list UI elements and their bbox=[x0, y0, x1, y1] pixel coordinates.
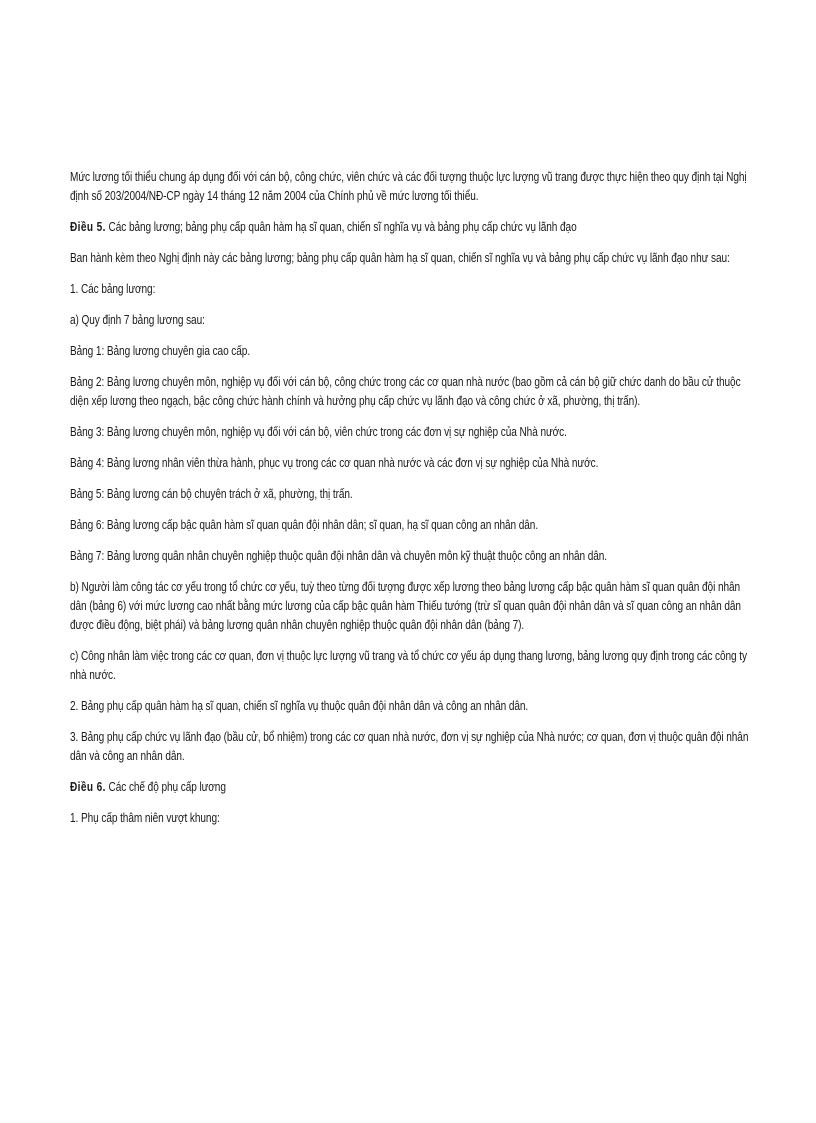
article-6-item-1: 1. Phụ cấp thâm niên vượt khung: bbox=[70, 811, 220, 825]
table-1-item: Bảng 1: Bảng lương chuyên gia cao cấp. bbox=[70, 344, 251, 358]
article-6-label: Điều 6. bbox=[70, 780, 106, 794]
table-4-item: Bảng 4: Bảng lương nhân viên thừa hành, phục vụ trong các cơ quan nhà nước và các đơn vị sự nghiệp của Nhà nước. bbox=[70, 456, 599, 470]
table-6-item: Bảng 6: Bảng lương cấp bậc quân hàm sĩ quan quân đội nhân dân; sĩ quan, hạ sĩ quan công an nhân dân. bbox=[70, 518, 539, 532]
table-5-item: Bảng 5: Bảng lương cán bộ chuyên trách ở xã, phường, thị trấn. bbox=[70, 487, 353, 501]
table-7-item: Bảng 7: Bảng lương quân nhân chuyên nghiệp thuộc quân đội nhân dân và chuyên môn kỹ thuật thuộc công an nhân dân. bbox=[70, 549, 608, 563]
item-3: 3. Bảng phụ cấp chức vụ lãnh đạo (bầu cử, bổ nhiệm) trong các cơ quan nhà nước, đơn vị sự nghiệp của Nhà nước; cơ quan, đơn vị thuộc quân đội nhân dân và công an nhân dân. bbox=[70, 730, 749, 763]
item-1a: a) Quy định 7 bảng lương sau: bbox=[70, 313, 205, 327]
article-5-title: Các bảng lương; bảng phụ cấp quân hàm hạ sĩ quan, chiến sĩ nghĩa vụ và bảng phụ cấp chức vụ lãnh đạo bbox=[105, 220, 577, 234]
article-6-heading bbox=[70, 778, 750, 797]
article-5-label: Điều 5. bbox=[70, 220, 106, 234]
item-1c: c) Công nhân làm việc trong các cơ quan, đơn vị thuộc lực lượng vũ trang và tổ chức cơ yếu áp dụng thang lương, bảng lương quy định trong các công ty nhà nước. bbox=[70, 649, 747, 682]
table-3-item: Bảng 3: Bảng lương chuyên môn, nghiệp vụ đối với cán bộ, viên chức trong các đơn vị sự nghiệp của Nhà nước. bbox=[70, 425, 567, 439]
article-5-heading bbox=[70, 218, 750, 237]
item-1: 1. Các bảng lương: bbox=[70, 282, 156, 296]
item-1b: b) Người làm công tác cơ yếu trong tổ chức cơ yếu, tuỳ theo từng đối tượng được xếp lương theo bảng lương cấp bậc quân hàm sĩ quan quân đội nhân dân (bảng 6) với mức lương cao nhất bằng mức lương của cấp bậc quân hàm Thiếu tướng (trừ sĩ quan quân đội nhân dân và sĩ quan công an nhân dân được điều động, biệt phái) và bảng lương quân nhân chuyên nghiệp thuộc quân đội nhân dân (bảng 7). bbox=[70, 580, 741, 632]
intro-paragraph: Mức lương tối thiểu chung áp dụng đối với cán bộ, công chức, viên chức và các đối tượng thuộc lực lượng vũ trang được thực hiện theo quy định tại Nghị định số 203/2004/NĐ-CP ngày 14 tháng 12 năm 2004 của Chính phủ về mức lương tối thiểu. bbox=[70, 170, 747, 203]
article-6-title: Các chế độ phụ cấp lương bbox=[105, 780, 226, 794]
article-5-intro: Ban hành kèm theo Nghị định này các bảng lương; bảng phụ cấp quân hàm hạ sĩ quan, chiến sĩ nghĩa vụ và bảng phụ cấp chức vụ lãnh đạo như sau: bbox=[70, 251, 730, 265]
table-2-item: Bảng 2: Bảng lương chuyên môn, nghiệp vụ đối với cán bộ, công chức trong các cơ quan nhà nước (bao gồm cả cán bộ giữ chức danh do bầu cử thuộc diện xếp lương theo ngạch, bậc công chức hành chính và hưởng phụ cấp chức vụ lãnh đạo và công chức ở xã, phường, thị trấn). bbox=[70, 375, 741, 408]
item-2: 2. Bảng phụ cấp quân hàm hạ sĩ quan, chiến sĩ nghĩa vụ thuộc quân đội nhân dân và công an nhân dân. bbox=[70, 699, 529, 713]
document-page bbox=[70, 168, 750, 840]
